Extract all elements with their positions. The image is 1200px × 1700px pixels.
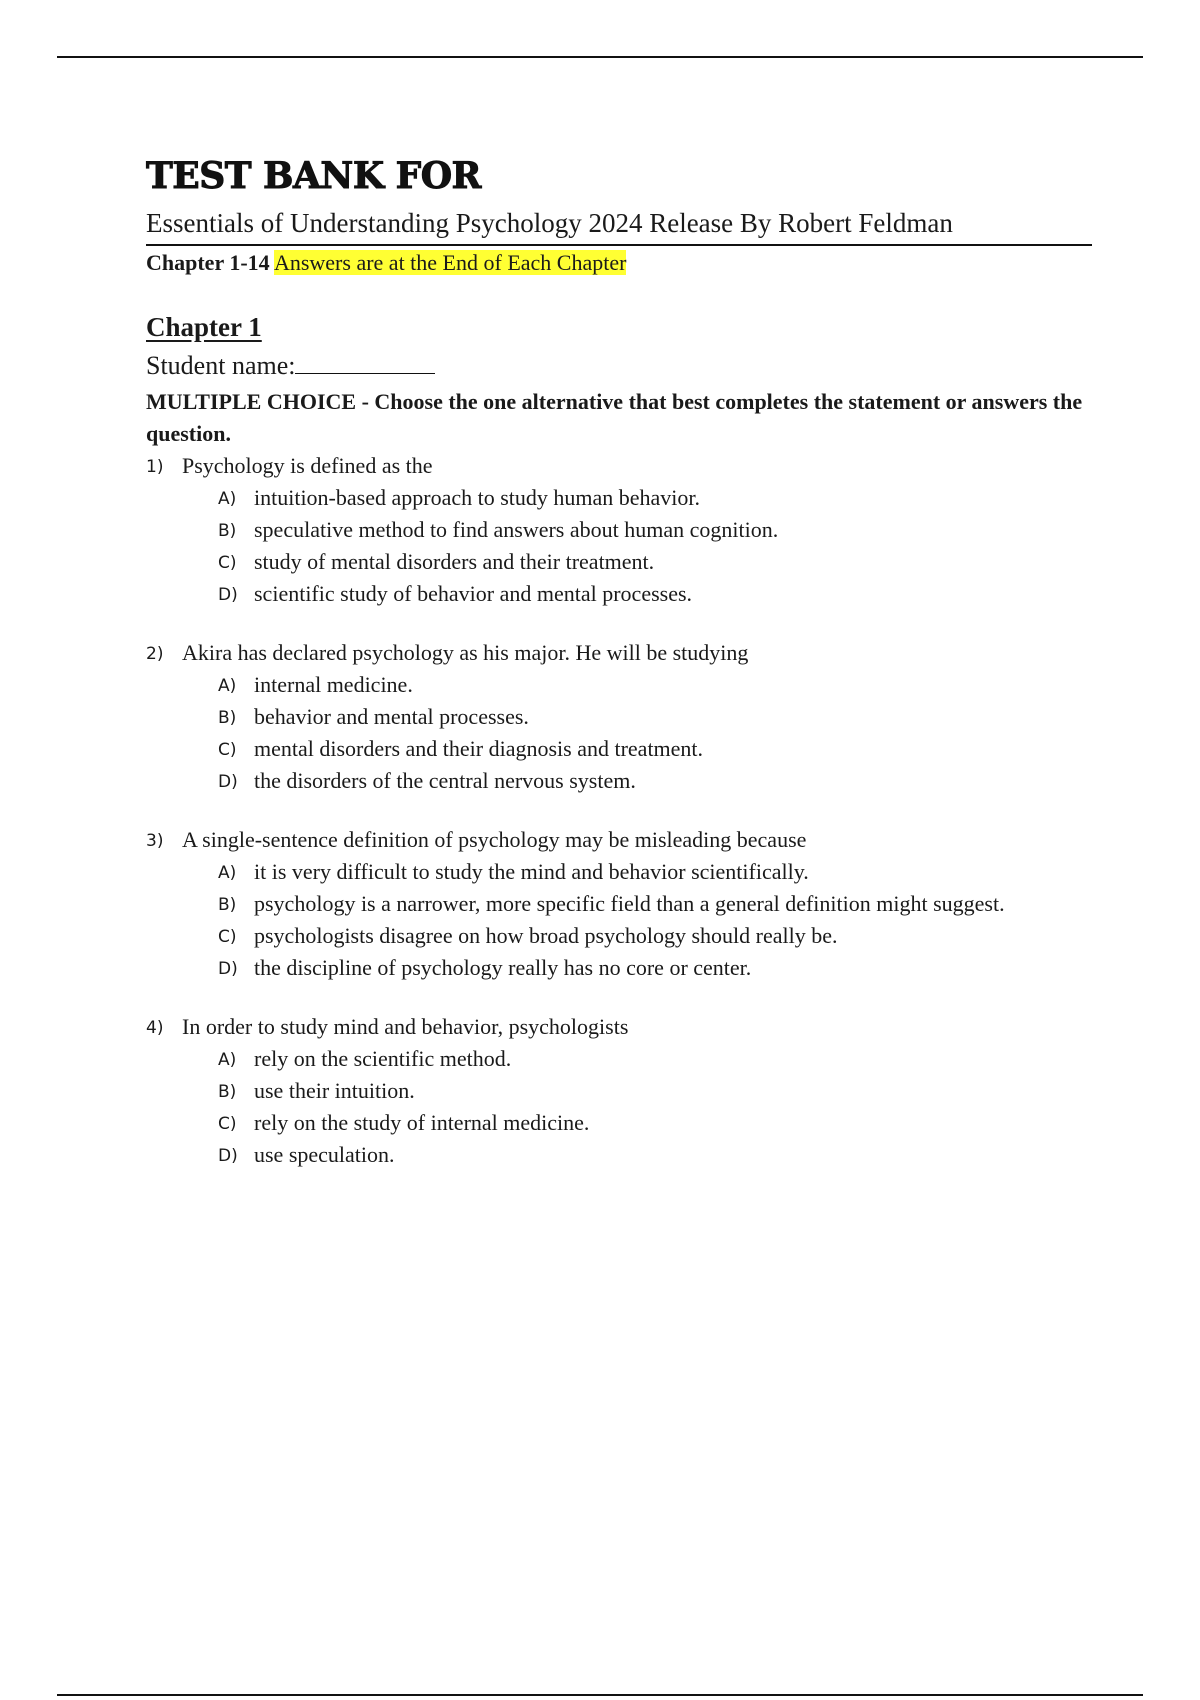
option-letter: D) [218, 959, 238, 979]
student-name-label: Student name: [146, 351, 296, 380]
option-letter: B) [218, 1082, 237, 1102]
option-letter: C) [218, 553, 237, 573]
question-number: 4) [146, 1018, 164, 1038]
instructions: MULTIPLE CHOICE - Choose the one alternative that best completes the statement or answers the question. [146, 389, 1083, 446]
option-a[interactable] [146, 669, 1092, 701]
question-text: In order to study mind and behavior, psychologists [182, 1014, 629, 1039]
option-text: the discipline of psychology really has no core or center. [254, 955, 752, 980]
option-d[interactable] [146, 952, 1092, 984]
question-2 [146, 637, 1092, 797]
option-letter: B) [218, 521, 237, 541]
document-title: TEST BANK FOR [146, 155, 481, 197]
question-text: A single-sentence definition of psychology may be misleading because [182, 827, 807, 852]
option-letter: D) [218, 1146, 238, 1166]
option-letter: C) [218, 927, 237, 947]
option-letter: A) [218, 1050, 237, 1070]
option-letter: B) [218, 708, 237, 728]
option-a[interactable] [146, 482, 1092, 514]
student-name-blank[interactable] [295, 351, 435, 374]
document-content [146, 152, 1092, 1198]
question-number: 3) [146, 831, 164, 851]
option-d[interactable] [146, 1139, 1092, 1171]
option-d[interactable] [146, 578, 1092, 610]
option-c[interactable] [146, 920, 1092, 952]
question-1 [146, 450, 1092, 610]
question-stem [146, 1011, 1092, 1043]
page-top-rule [57, 56, 1143, 58]
option-letter: D) [218, 772, 238, 792]
option-c[interactable] [146, 546, 1092, 578]
question-4 [146, 1011, 1092, 1171]
option-letter: A) [218, 489, 237, 509]
page-bottom-rule [57, 1694, 1143, 1696]
question-stem [146, 450, 1092, 482]
option-letter: C) [218, 1114, 237, 1134]
question-text: Psychology is defined as the [182, 453, 433, 478]
option-text: psychologists disagree on how broad psychology should really be. [254, 923, 838, 948]
answers-note-highlight: Answers are at the End of Each Chapter [273, 250, 627, 275]
option-text: behavior and mental processes. [254, 704, 529, 729]
option-text: study of mental disorders and their treatment. [254, 549, 655, 574]
option-text: use speculation. [254, 1142, 395, 1167]
option-c[interactable] [146, 1107, 1092, 1139]
book-title: Essentials of Understanding Psychology 2024 Release By Robert Feldman [146, 206, 1092, 246]
chapter-range: Chapter 1-14 [146, 250, 270, 275]
option-text: it is very difficult to study the mind and behavior scientifically. [254, 859, 809, 884]
option-letter: A) [218, 676, 237, 696]
option-letter: C) [218, 740, 237, 760]
option-text: the disorders of the central nervous system. [254, 768, 636, 793]
question-3 [146, 824, 1092, 984]
chapter-range-line [146, 248, 1092, 278]
question-number: 2) [146, 644, 164, 664]
option-a[interactable] [146, 1043, 1092, 1075]
option-c[interactable] [146, 733, 1092, 765]
option-text: use their intuition. [254, 1078, 415, 1103]
question-stem [146, 637, 1092, 669]
option-text: mental disorders and their diagnosis and treatment. [254, 736, 704, 761]
option-letter: D) [218, 585, 238, 605]
option-letter: A) [218, 863, 237, 883]
option-text: internal medicine. [254, 672, 413, 697]
chapter-heading: Chapter 1 [146, 312, 262, 342]
question-number: 1) [146, 457, 164, 477]
option-text: rely on the scientific method. [254, 1046, 512, 1071]
option-b[interactable] [146, 701, 1092, 733]
option-text: scientific study of behavior and mental processes. [254, 581, 693, 606]
option-d[interactable] [146, 765, 1092, 797]
option-text: intuition-based approach to study human behavior. [254, 485, 701, 510]
option-b[interactable] [146, 514, 1092, 546]
option-b[interactable] [146, 888, 1092, 920]
option-b[interactable] [146, 1075, 1092, 1107]
option-text: rely on the study of internal medicine. [254, 1110, 590, 1135]
option-letter: B) [218, 895, 237, 915]
question-stem [146, 824, 1092, 856]
student-name-line [146, 348, 1092, 384]
option-a[interactable] [146, 856, 1092, 888]
question-text: Akira has declared psychology as his major. He will be studying [182, 640, 749, 665]
option-text: psychology is a narrower, more specific field than a general definition might suggest. [254, 891, 1005, 916]
option-text: speculative method to find answers about human cognition. [254, 517, 779, 542]
